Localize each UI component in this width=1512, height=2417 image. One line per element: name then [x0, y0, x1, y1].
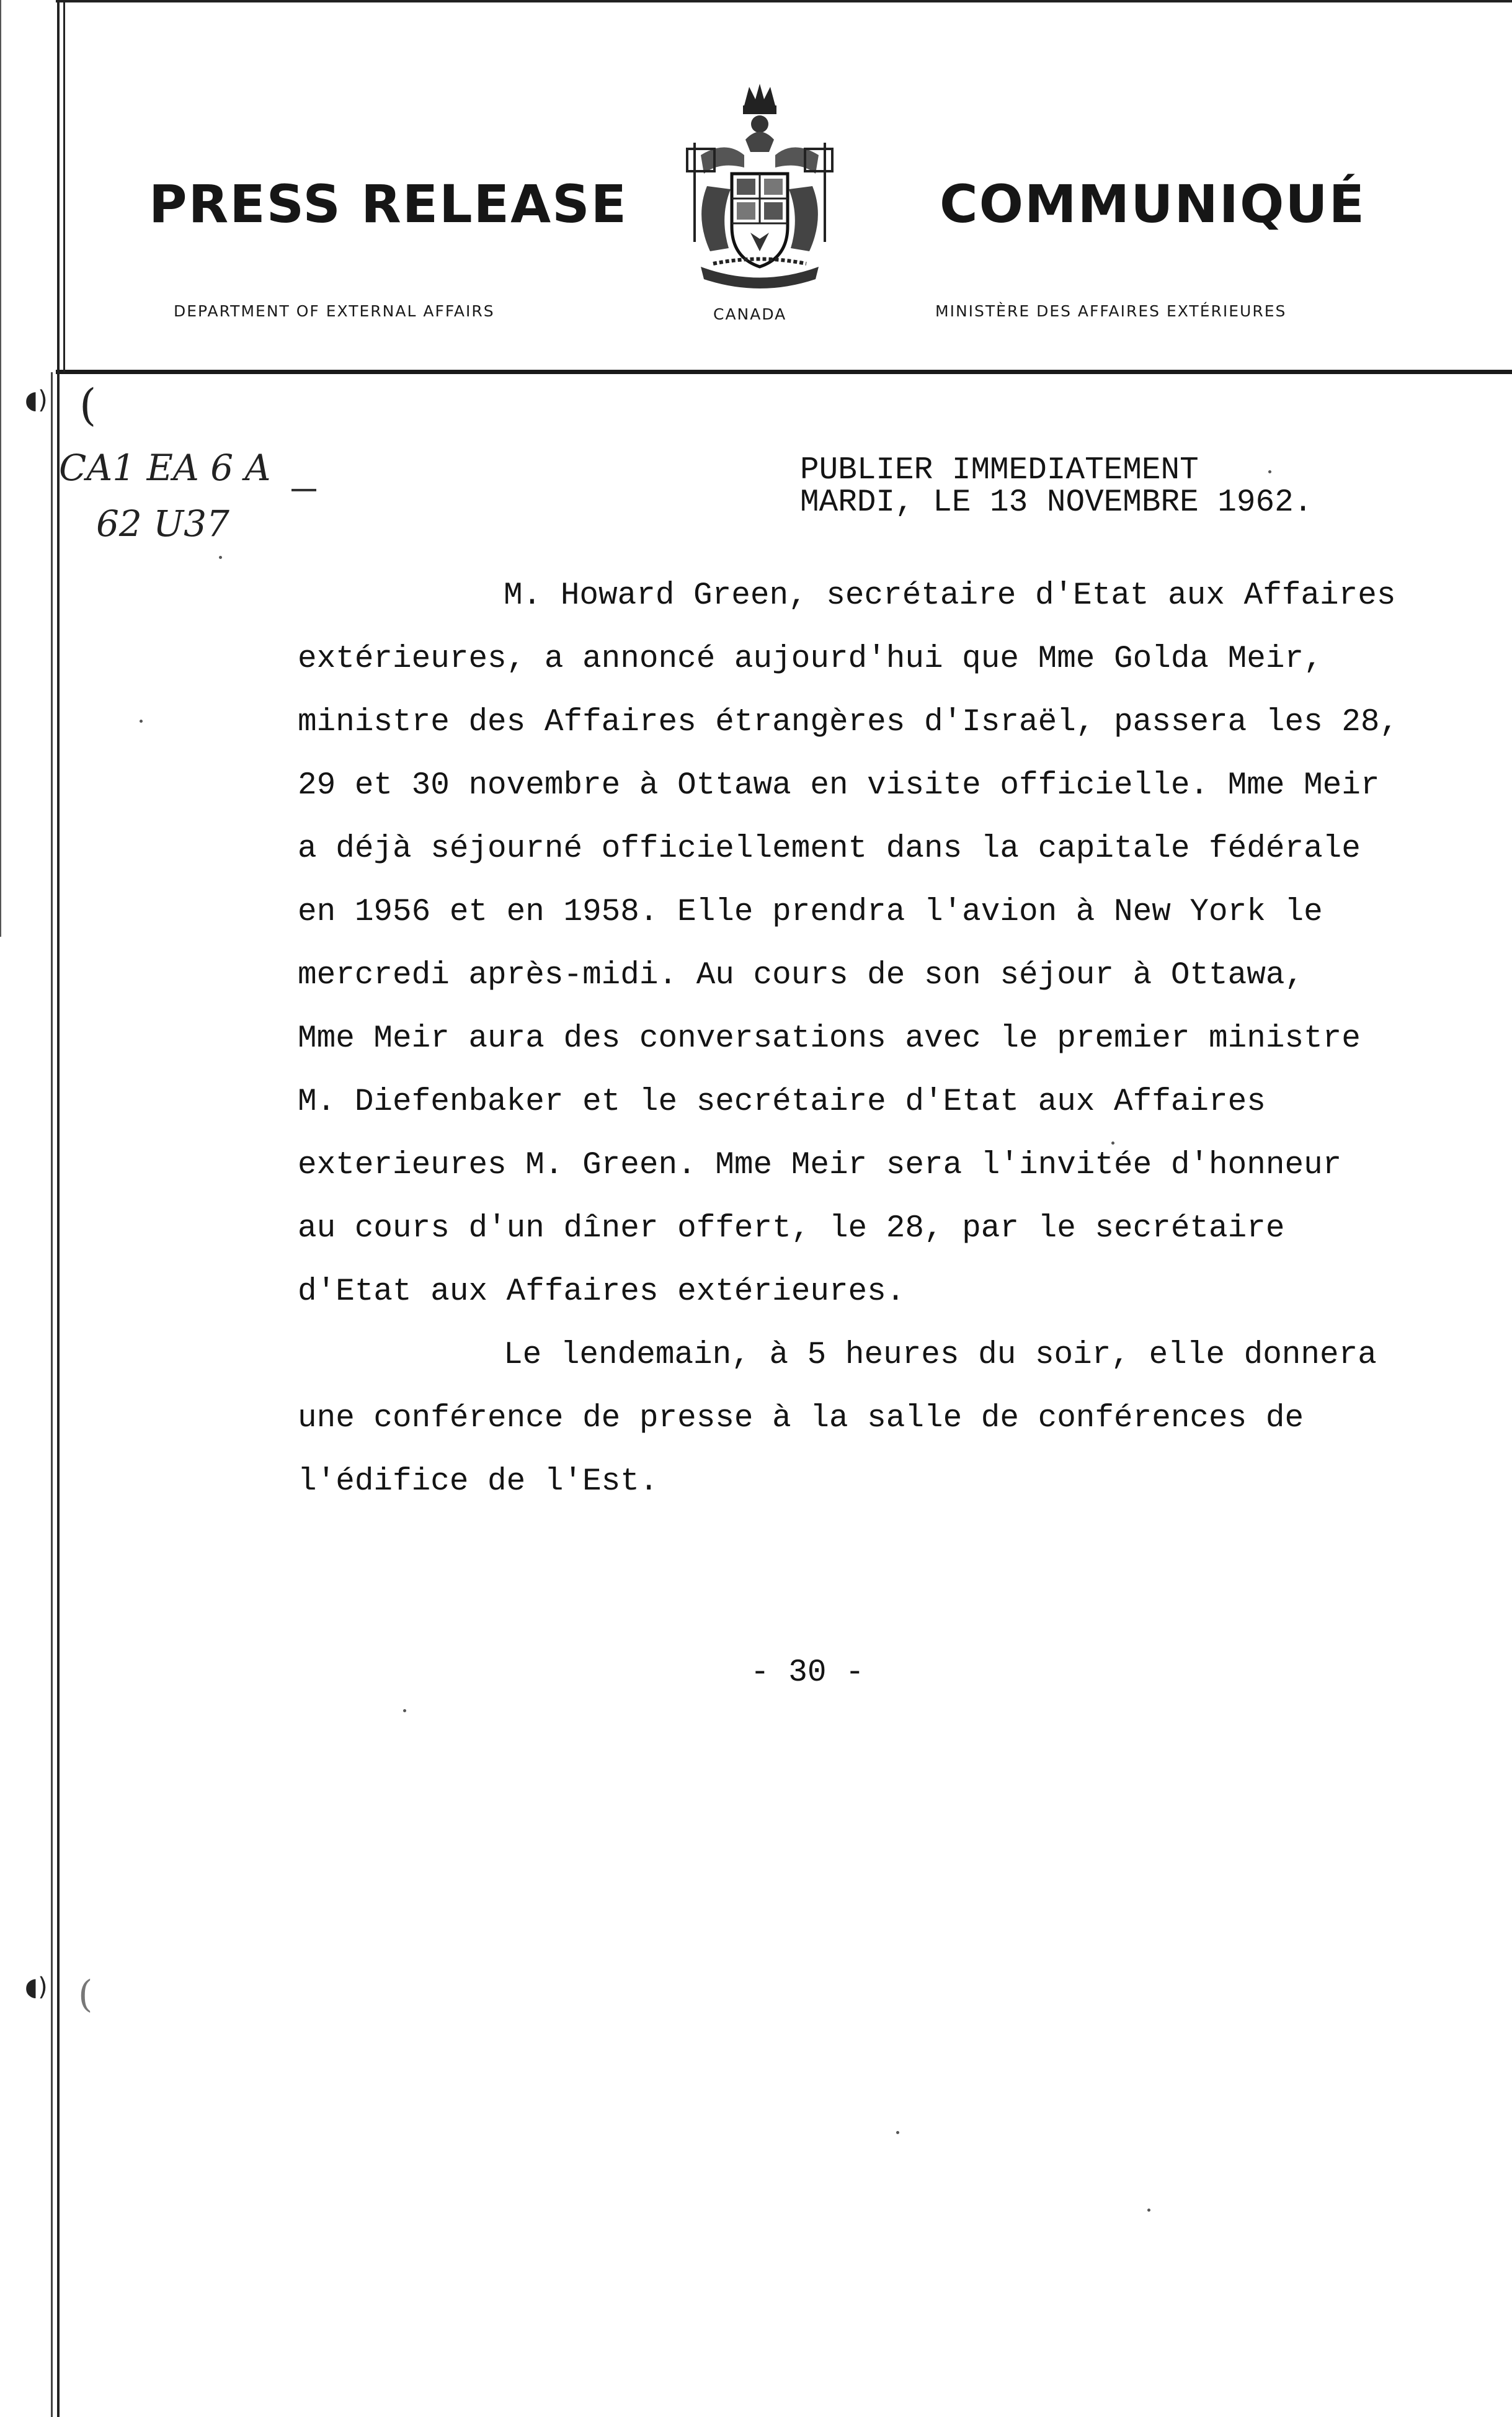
body-line: exterieures M. Green. Mme Meir sera l'invitée d'honneur — [298, 1148, 1342, 1183]
left-margin-line-inner — [63, 0, 65, 372]
binding-mark-icon: ◖) — [25, 386, 48, 414]
body-line: au cours d'un dîner offert, le 28, par le secrétaire — [298, 1211, 1285, 1246]
page-edge-line — [0, 0, 1, 937]
canada-coat-of-arms-icon — [676, 81, 843, 298]
body-line: en 1956 et en 1958. Elle prendra l'avion à New York le — [298, 895, 1323, 930]
paren-mark-icon: ( — [79, 380, 97, 431]
scan-speck — [1268, 470, 1271, 473]
department-subtitle: DEPARTMENT OF EXTERNAL AFFAIRS — [174, 302, 495, 320]
body-line: l'édifice de l'Est. — [298, 1464, 659, 1499]
left-margin-line-outer — [51, 372, 53, 2417]
page-number: - 30 - — [750, 1655, 865, 1691]
press-release-title: PRESS RELEASE — [149, 174, 628, 235]
body-line: 29 et 30 novembre à Ottawa en visite officielle. Mme Meir — [298, 768, 1380, 803]
paren-mark-icon: ( — [78, 1973, 93, 2016]
scan-speck — [219, 556, 222, 559]
scan-speck — [896, 2131, 899, 2134]
body-line: d'Etat aux Affaires extérieures. — [298, 1274, 905, 1310]
body-line: Mme Meir aura des conversations avec le premier ministre — [298, 1021, 1361, 1057]
underline-mark — [291, 489, 316, 491]
body-line: une conférence de presse à la salle de conférences de — [298, 1401, 1304, 1436]
handwritten-catalog-code: 62 U37 — [96, 503, 229, 545]
release-instruction: PUBLIER IMMEDIATEMENT — [800, 453, 1199, 488]
body-line: Le lendemain, à 5 heures du soir, elle donnera — [504, 1338, 1377, 1373]
scan-speck — [1147, 2209, 1150, 2212]
canada-label: CANADA — [713, 305, 787, 323]
body-line: extérieures, a annoncé aujourd'hui que Mme Golda Meir, — [298, 641, 1323, 677]
left-margin-line — [57, 0, 60, 2417]
body-line: M. Howard Green, secrétaire d'Etat aux Affaires — [504, 578, 1396, 614]
release-date: MARDI, LE 13 NOVEMBRE 1962. — [800, 485, 1313, 520]
scan-speck — [403, 1709, 406, 1712]
scan-speck — [1111, 1141, 1114, 1145]
body-line: M. Diefenbaker et le secrétaire d'Etat aux Affaires — [298, 1084, 1266, 1120]
handwritten-catalog-number: CA1 EA 6 A — [59, 447, 271, 489]
top-border-line — [56, 0, 1512, 2]
scan-speck — [140, 720, 143, 723]
binding-mark-icon: ◖) — [25, 1973, 48, 2001]
ministry-subtitle: MINISTÈRE DES AFFAIRES EXTÉRIEURES — [935, 302, 1287, 320]
body-line: ministre des Affaires étrangères d'Israël, passera les 28, — [298, 705, 1399, 740]
body-line: a déjà séjourné officiellement dans la capitale fédérale — [298, 831, 1361, 867]
body-line: mercredi après-midi. Au cours de son séjour à Ottawa, — [298, 958, 1304, 993]
communique-title: COMMUNIQUÉ — [940, 174, 1366, 235]
header-divider — [56, 370, 1512, 374]
